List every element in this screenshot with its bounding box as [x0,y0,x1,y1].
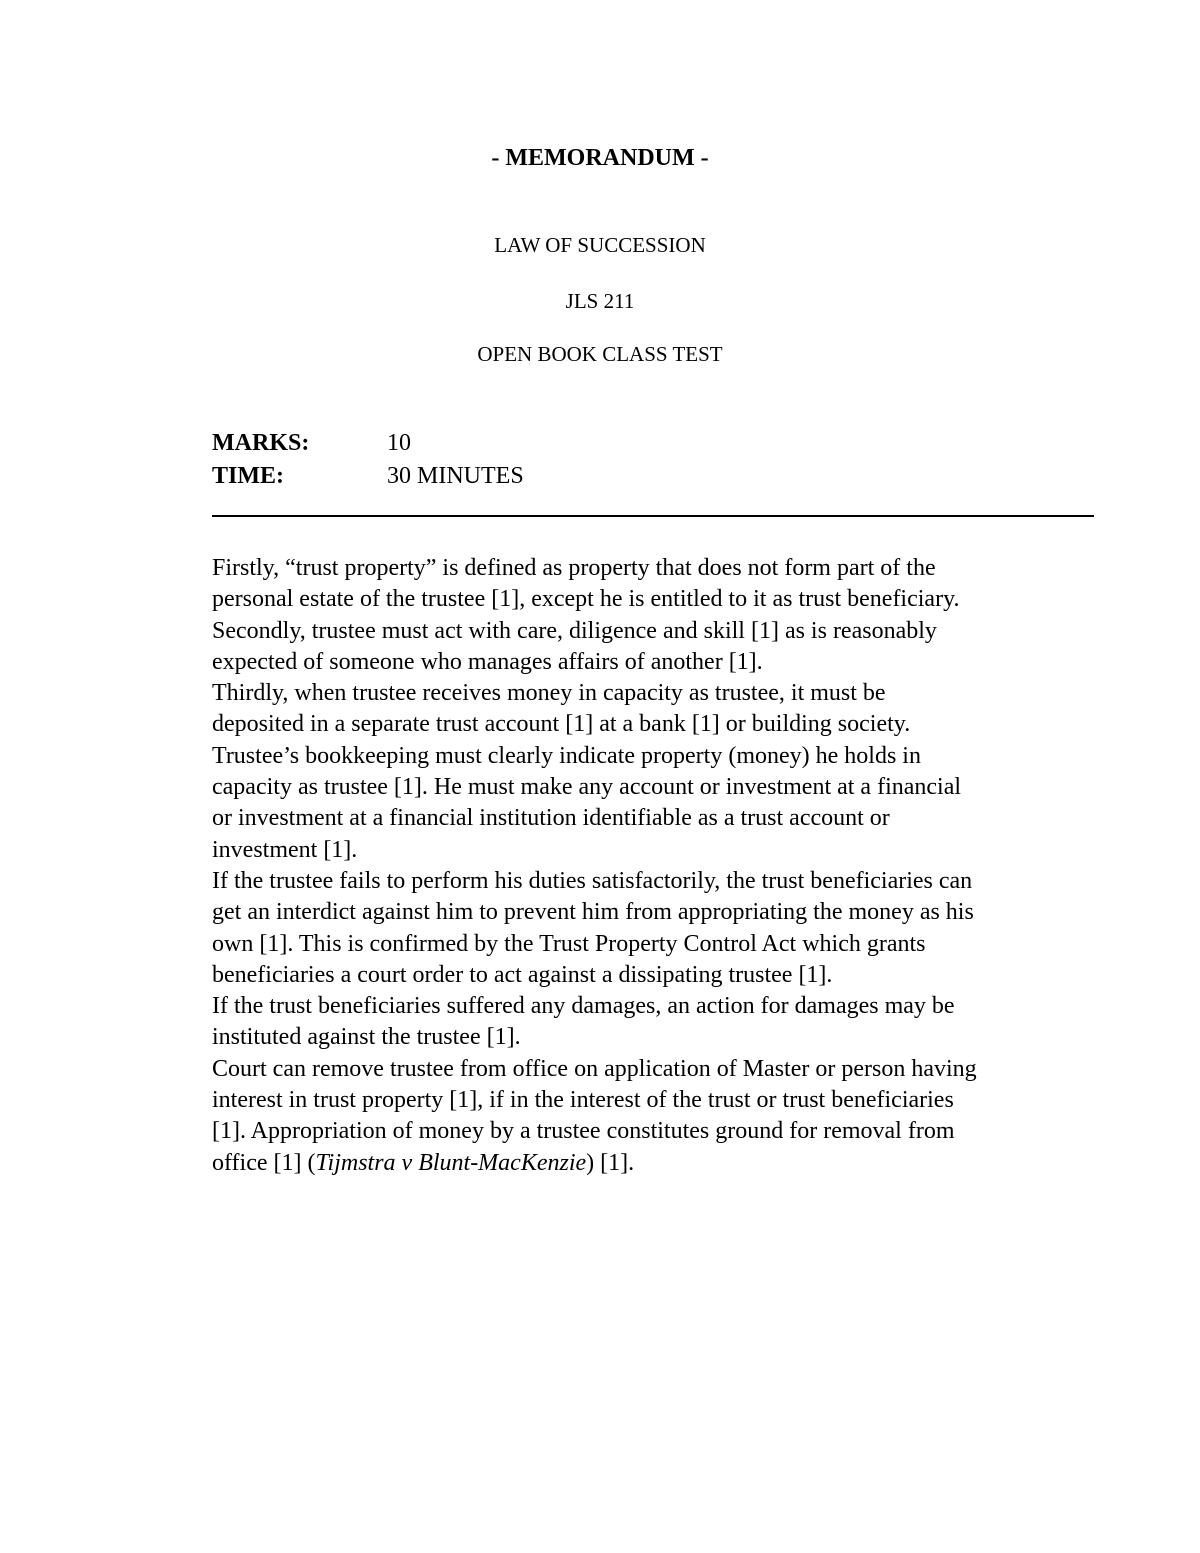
body-line: If the trustee fails to perform his duties satisfactorily, the trust beneficiaries can [212,867,973,894]
body-line: [1]. Appropriation of money by a trustee constitutes ground for removal from [212,1118,955,1145]
case-citation: Tijmstra v Blunt-MacKenzie [315,1149,587,1176]
body-line: personal estate of the trustee [1], except he is entitled to it as trust beneficiary. [212,586,960,613]
test-type: OPEN BOOK CLASS TEST [477,342,723,366]
memo-body [212,553,1112,1179]
body-line: Thirdly, when trustee receives money in capacity as trustee, it must be [212,680,886,707]
body-line: own [1]. This is confirmed by the Trust Property Control Act which grants [212,930,926,957]
body-last-line [212,1148,1112,1179]
marks-row [212,427,411,459]
body-line: interest in trust property [1], if in the interest of the trust or trust beneficiaries [212,1087,954,1114]
body-line: beneficiaries a court order to act against a dissipating trustee [1]. [212,961,833,988]
body-line: get an interdict against him to prevent him from appropriating the money as his [212,899,974,926]
course-code: JLS 211 [565,289,635,313]
marks-value: 10 [387,430,411,456]
body-line: instituted against the trustee [1]. [212,1024,521,1051]
body-line: Court can remove trustee from office on application of Master or person having [212,1055,977,1082]
time-label: TIME: [212,463,284,489]
subject-title: LAW OF SUCCESSION [494,233,706,257]
body-line: Trustee’s bookkeeping must clearly indicate property (money) he holds in [212,742,921,769]
time-row [212,460,524,492]
last-line-end: ) [1]. [586,1149,635,1176]
body-line: or investment at a financial institution identifiable as a trust account or [212,805,890,832]
time-value: 30 MINUTES [387,463,524,489]
body-line: investment [1]. [212,836,358,863]
marks-label: MARKS: [212,430,310,456]
body-line: If the trust beneficiaries suffered any damages, an action for damages may be [212,993,955,1020]
body-line: capacity as trustee [1]. He must make any account or investment at a financial [212,774,962,801]
body-line: Secondly, trustee must act with care, diligence and skill [1] as is reasonably [212,617,937,644]
memorandum-title: - MEMORANDUM - [491,145,709,171]
body-line: deposited in a separate trust account [1] at a bank [1] or building society. [212,711,911,738]
last-line-start: office [1] ( [212,1149,316,1176]
body-line: expected of someone who manages affairs of another [1]. [212,648,763,675]
body-line: Firstly, “trust property” is defined as property that does not form part of the [212,555,936,581]
horizontal-rule [212,515,1094,517]
